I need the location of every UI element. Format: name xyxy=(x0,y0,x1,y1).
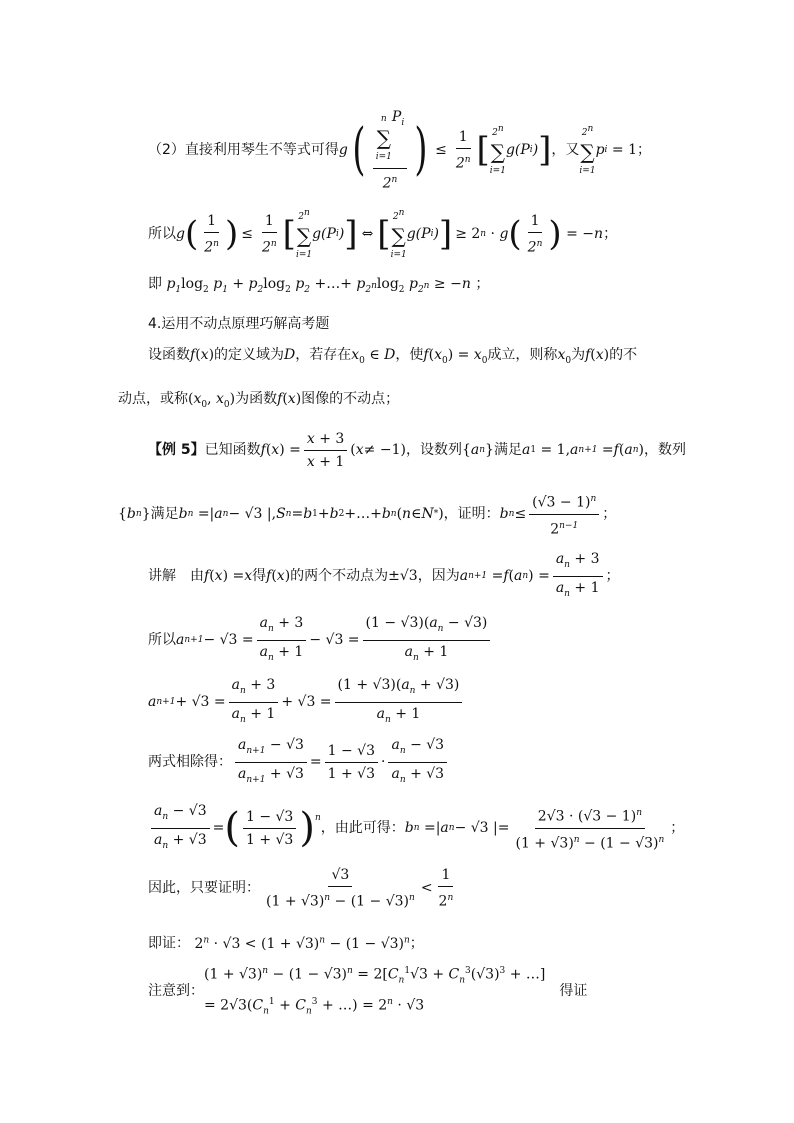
formula-sum-p: 2$^n$ ∑ i=1 p i = 1 xyxy=(579,124,637,176)
formula-log-sum: $p_1\log_2$ $p_1 + p_2\log_2$ $p_2$ +…+ $p_{2^n}\log_2$ $p_{2^n} \ge -n$ xyxy=(166,276,471,295)
need-to-prove: 因此，只要证明： $\frac{√3}{(1 + √3)^n - (1 - √3)^n}$ < $\frac{1}{2^n}$ xyxy=(148,866,454,910)
example-line-2: { b n } 满足 b n =| a n − √3 |, S n = b 1 + b 2 +…+ b n ( n ∈ N * ) ，证明： b n ≤ $\frac{(√3 - 1)^n}{2^{n-1}}$ ； xyxy=(118,494,616,534)
jensen-line: （2）直接利用琴生不等式可得 g ( n ∑ i=1 $P_i$ 2$^n$ ) ≤ $\frac{1}{2^n}$ [ 2$^n$ ∑ i=1 g(P i ) ] ，又 2$^n$ ∑ i=1 p i = 1 ； xyxy=(148,108,651,192)
example-line-1: 【例 5】 已知函数 f ( x ) = $\frac{x + 3}{x + 1}$ ( x ≠ −1) ，设数列 { a n } 满足 a 1 = 1, a n+1 = f ( a n ) ，数列 xyxy=(148,430,686,470)
jensen-also: ，又 xyxy=(551,142,580,158)
definition-line-2: 动点，或称($x_0$, $x_0$)为函数f(x)图像的不动点； xyxy=(118,391,400,410)
formula-g-inverse: g ( $\frac{1}{2^n}$ ) ≤ $\frac{1}{2^n}$ [ 2$^n$ ∑ i=1 g(P i ) ] ⇔ [ 2$^n$ ∑ i=1 g(P i ) ] ≥ 2 n · g ( $\frac{1}{2^n}$ ) = − n xyxy=(176,208,604,260)
note-line: 注意到： $(1 + √3)^n - (1 - √3)^n = 2[C_n^1√3 + C_n^3(√3)^3$ + …] = $2√3(C_n^1 + C_n^3$ + …) = $2^n \cdot √3$ 得证 xyxy=(148,965,588,1017)
section-heading: 4.运用不动点原理巧解高考题 xyxy=(148,316,330,332)
derivation-plus: a n+1 + √3 = $\frac{a_n + 3}{a_n + 1}$ + √3 = $\frac{(1 + √3)(a_n + √3)}{a_n + 1}$ xyxy=(148,680,465,724)
derivation-minus: 所以 a n+1 − √3 = $\frac{a_n + 3}{a_n + 1}$ − √3 = $\frac{(1 - √3)(a_n - √3)}{a_n + 1}$ xyxy=(148,618,493,662)
example-label: 【例 5】 xyxy=(148,442,205,458)
formula-g-of-avg: g ( n ∑ i=1 $P_i$ 2$^n$ ) ≤ $\frac{1}{2^n}$ [ 2$^n$ ∑ i=1 g(P i ) ] xyxy=(338,108,552,192)
derivation-divide: 两式相除得： $\frac{a_{n+1} - √3}{a_{n+1} + √3}$ = $\frac{1 - √3}{1 + √3}$ · $\frac{a_n - √3}{a_n + √3}$ xyxy=(148,740,450,784)
jensen-prefix: （2）直接利用琴生不等式可得 xyxy=(148,142,339,158)
derivation-closed-form: $\frac{a_n - √3}{a_n + √3}$ = ( $\frac{1 - √3}{1 + √3}$ ) $^n$ ，由此可得： b n =| a n − √3 |= $\frac{2√3 \cdot (√3 - 1)^n}{(1 + √3)^n - (1 - √3)^n}$ ； xyxy=(148,800,684,856)
therefore-line: 所以 g ( $\frac{1}{2^n}$ ) ≤ $\frac{1}{2^n}$ [ 2$^n$ ∑ i=1 g(P i ) ] ⇔ [ 2$^n$ ∑ i=1 g(P i ) ] ≥ 2 n · g ( $\frac{1}{2^n}$ ) = − n ； xyxy=(148,210,617,258)
definition-line-1: 设函数f(x)的定义域为D，若存在$x_0$ ∈ D，使$f(x_0) = x_0$成立，则称$x_0$为f(x)的不 xyxy=(148,347,638,366)
inequality-line: 即 $p_1\log_2$ $p_1 + p_2\log_2$ $p_2$ +…+ $p_{2^n}\log_2$ $p_{2^n} \ge -n$ ； xyxy=(148,276,490,295)
prove-line: 即证： $2^n \cdot √3 < (1 + √3)^n - (1 - √3)^n$； xyxy=(148,935,424,952)
solution-line: 讲解 由 f ( x ) = x 得 f ( x ) 的两个不动点为 ±√3 ，因为 a n+1 = f ( a n ) = $\frac{a_n + 3}{a_n + 1}$ ； xyxy=(148,550,620,599)
